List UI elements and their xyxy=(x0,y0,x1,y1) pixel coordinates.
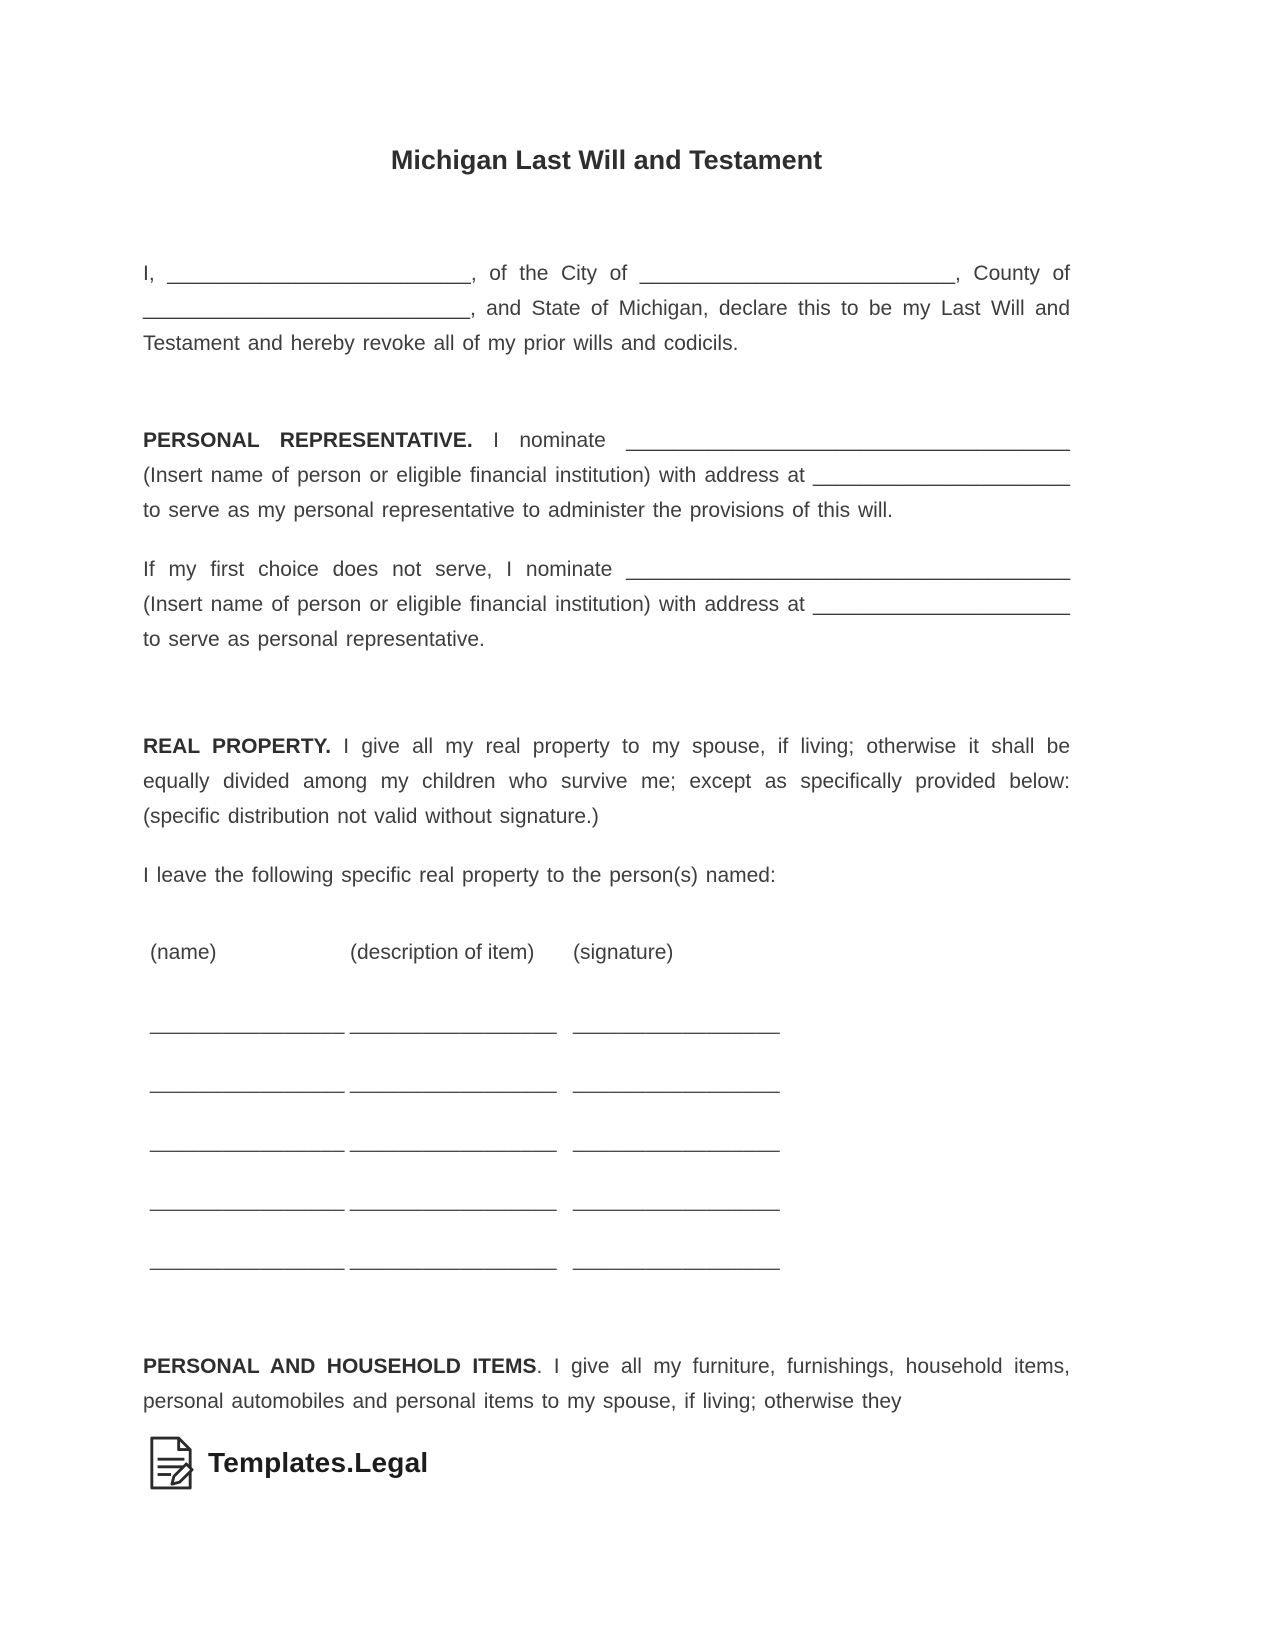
table-blank-name: ________________ xyxy=(150,1189,345,1212)
table-blank-signature: _________________ xyxy=(573,1012,781,1035)
intro-text: I, __________________________, of the City of ___________________________, County of ____________________________, and State of Michigan, declare this to be my Last Will and Testament and hereby revoke all of my prior wills and codicils. xyxy=(143,262,1070,355)
personal-representative-heading: PERSONAL REPRESENTATIVE. xyxy=(143,429,473,452)
table-blank-name: ________________ xyxy=(150,1012,345,1035)
personal-household-paragraph xyxy=(143,1349,1070,1419)
real-property-heading: REAL PROPERTY. xyxy=(143,735,332,758)
real-property-paragraph xyxy=(143,729,1070,834)
table-blank-signature: _________________ xyxy=(573,1248,781,1271)
document-title: Michigan Last Will and Testament xyxy=(390,145,823,175)
templates-legal-logo-icon xyxy=(148,1436,194,1490)
table-blank-description: _________________ xyxy=(350,1248,558,1271)
real-property-text: I give all my real property to my spouse, if living; otherwise it shall be equally divided among my children who survive me; except as specifically provided below: (specific distribution not valid without signature.) xyxy=(143,735,1070,828)
footer-brand-text: Templates.Legal xyxy=(208,1447,429,1478)
table-blank-description: _________________ xyxy=(350,1130,558,1153)
table-row xyxy=(143,1006,1070,1041)
personal-representative-paragraph-2 xyxy=(143,552,1070,657)
table-blank-description: _________________ xyxy=(350,1012,558,1035)
table-header-description: (description of item) xyxy=(350,941,535,964)
footer-brand xyxy=(148,1436,428,1490)
real-property-lead-in-text: I leave the following specific real property to the person(s) named: xyxy=(143,864,776,887)
table-header-signature: (signature) xyxy=(573,941,674,964)
table-header-row xyxy=(143,935,1070,970)
table-header-name: (name) xyxy=(150,941,217,964)
table-blank-name: ________________ xyxy=(150,1130,345,1153)
personal-representative-paragraph-1 xyxy=(143,423,1070,528)
personal-representative-text-2: If my first choice does not serve, I nominate ______________________________________ (Insert name of person or eligible financial institution) with address at ______________________ to serve as personal representative. xyxy=(143,558,1070,651)
intro-paragraph xyxy=(143,256,1070,361)
table-row xyxy=(143,1242,1070,1277)
table-row xyxy=(143,1065,1070,1100)
personal-household-heading: PERSONAL AND HOUSEHOLD ITEMS xyxy=(143,1355,537,1378)
table-row xyxy=(143,1124,1070,1159)
table-blank-name: ________________ xyxy=(150,1071,345,1094)
table-blank-signature: _________________ xyxy=(573,1071,781,1094)
table-row xyxy=(143,1183,1070,1218)
table-blank-description: _________________ xyxy=(350,1071,558,1094)
table-blank-signature: _________________ xyxy=(573,1130,781,1153)
personal-household-text: . I give all my furniture, furnishings, household items, personal automobiles and personal items to my spouse, if living; otherwise they xyxy=(143,1355,1070,1413)
table-blank-name: ________________ xyxy=(150,1248,345,1271)
table-blank-description: _________________ xyxy=(350,1189,558,1212)
real-property-lead-in xyxy=(143,858,1070,893)
table-blank-signature: _________________ xyxy=(573,1189,781,1212)
personal-representative-text-1: I nominate ______________________________________ (Insert name of person or eligible financial institution) with address at ______________________ to serve as my personal representative to administer the provisions of this will. xyxy=(143,429,1070,522)
real-property-table xyxy=(143,935,1070,1277)
